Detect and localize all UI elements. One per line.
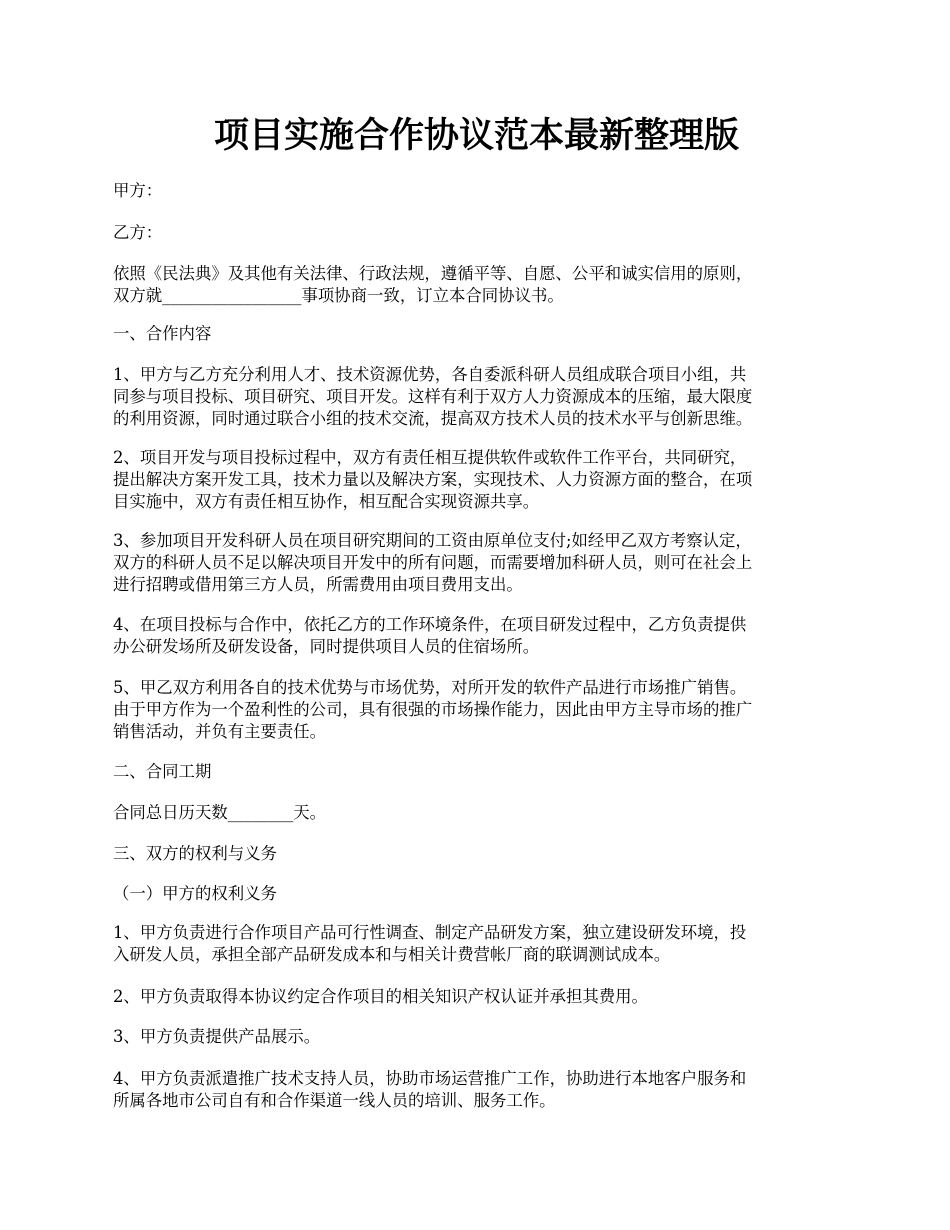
section-3-item-4 xyxy=(113,1068,840,1112)
item-line: 4、甲方负责派遣推广技术支持人员，协助市场运营推广工作，协助进行本地客户服务和 xyxy=(113,1069,747,1088)
section-3-item-3 xyxy=(113,1026,840,1048)
section-3-item-2 xyxy=(113,986,840,1008)
item-line: 进行招聘或借用第三方人员，所需费用由项目费用支出。 xyxy=(113,575,523,594)
section-1-item-3 xyxy=(113,530,840,596)
contract-days-line xyxy=(113,802,840,824)
days-prefix: 合同总日历天数 xyxy=(113,803,228,822)
section-1-item-4 xyxy=(113,614,840,658)
item-line: 5、甲乙双方利用各自的技术优势与市场优势，对所开发的软件产品进行市场推广销售。 xyxy=(113,678,747,697)
section-1-item-2 xyxy=(113,447,840,513)
days-suffix: 天。 xyxy=(293,803,327,822)
party-b-label: 乙方： xyxy=(113,223,163,242)
item-line: 提出解决方案开发工具，技术力量以及解决方案，实现技术、人力资源方面的整合，在项 xyxy=(113,470,753,489)
item-line: 入研发人员，承担全部产品研发成本和与相关计费营帐厂商的联调测试成本。 xyxy=(113,945,671,964)
item-line: 销售活动，并负有主要责任。 xyxy=(113,722,327,741)
item-line: 3、参加项目开发科研人员在项目研究期间的工资由原单位支付;如经甲乙双方考察认定， xyxy=(113,531,752,550)
item-line: 2、项目开发与项目投标过程中，双方有责任相互提供软件或软件工作平台，共同研究， xyxy=(113,448,747,467)
item-line: 3、甲方负责提供产品展示。 xyxy=(113,1027,321,1046)
item-line: 的利用资源，同时通过联合小组的技术交流，提高双方技术人员的技术水平与创新思维。 xyxy=(113,409,753,428)
item-line: 1、甲方负责进行合作项目产品可行性调查、制定产品研发方案，独立建设研发环境，投 xyxy=(113,923,747,942)
item-line: 2、甲方负责取得本协议约定合作项目的相关知识产权认证并承担其费用。 xyxy=(113,987,648,1006)
intro-suffix: 事项协商一致，订立本合同协议书。 xyxy=(301,286,564,305)
intro-line-2 xyxy=(113,285,840,307)
section-1-item-5 xyxy=(113,677,840,743)
item-line: 由于甲方作为一个盈利性的公司，具有很强的市场操作能力，因此由甲方主导市场的推广 xyxy=(113,700,753,719)
party-a-label: 甲方： xyxy=(113,181,163,200)
item-line: 1、甲方与乙方充分利用人才、技术资源优势，各自委派科研人员组成联合项目小组，共 xyxy=(113,365,747,384)
intro-prefix: 双方就 xyxy=(113,286,163,305)
matter-blank: _________________ xyxy=(162,286,302,305)
section-3-subheading: （一）甲方的权利义务 xyxy=(113,884,277,903)
section-3-heading: 三、双方的权利与义务 xyxy=(113,844,277,863)
item-line: 所属各地市公司自有和合作渠道一线人员的培训、服务工作。 xyxy=(113,1091,556,1110)
item-line: 双方的科研人员不足以解决项目开发中的所有问题，而需要增加科研人员，则可在社会上 xyxy=(113,553,753,572)
item-line: 同参与项目投标、项目研究、项目开发。这样有利于双方人力资源成本的压缩，最大限度 xyxy=(113,387,753,406)
intro-paragraph xyxy=(113,263,840,307)
section-1-item-1 xyxy=(113,364,840,430)
item-line: 目实施中，双方有责任相互协作，相互配合实现资源共享。 xyxy=(113,492,540,511)
item-line: 办公研发场所及研发设备，同时提供项目人员的住宿场所。 xyxy=(113,637,540,656)
item-line: 4、在项目投标与合作中，依托乙方的工作环境条件，在项目研发过程中，乙方负责提供 xyxy=(113,615,747,634)
section-1-heading: 一、合作内容 xyxy=(113,324,212,343)
section-2-heading: 二、合同工期 xyxy=(113,762,212,781)
intro-line-1: 依照《民法典》及其他有关法律、行政法规，遵循平等、自愿、公平和诚实信用的原则， xyxy=(113,264,753,283)
document-title: 项目实施合作协议范本最新整理版 xyxy=(213,115,739,156)
section-3-item-1 xyxy=(113,922,840,966)
days-blank: ________ xyxy=(227,803,294,822)
